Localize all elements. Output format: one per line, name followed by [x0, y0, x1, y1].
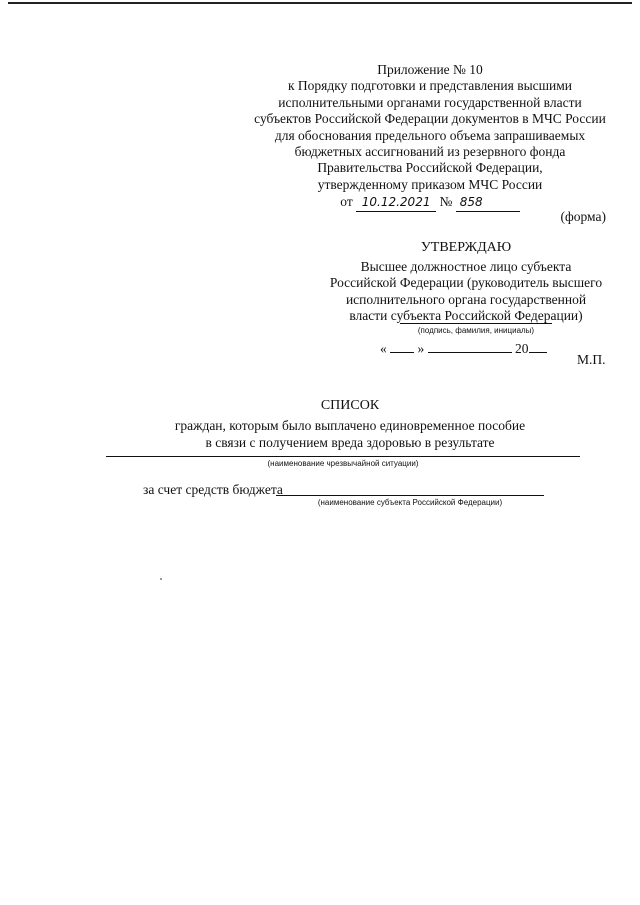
budget-caption: (наименование субъекта Российской Федерации)	[317, 498, 503, 507]
signature-caption: (подпись, фамилия, инициалы)	[417, 326, 535, 335]
appendix-line: бюджетных ассигнований из резервного фонда	[294, 144, 566, 160]
handwritten-number: 858	[456, 194, 520, 211]
budget-label: за счет средств бюджета	[143, 482, 283, 497]
approval-line: исполнительного органа государственной	[345, 291, 587, 307]
appendix-line: субъектов Российской Федерации документов в МЧС России	[254, 111, 606, 127]
budget-line	[276, 495, 544, 496]
year-prefix: 20	[515, 341, 529, 356]
seal-label: М.П.	[577, 352, 606, 367]
approval-heading: УТВЕРЖДАЮ	[420, 240, 512, 255]
list-subtitle	[60, 418, 640, 451]
appendix-line: к Порядку подготовки и представления высшими	[287, 78, 573, 94]
number-label: №	[439, 194, 453, 210]
appendix-line: Правительства Российской Федерации,	[317, 160, 543, 176]
appendix-line: Приложение № 10	[377, 62, 483, 77]
top-border-rule	[8, 2, 632, 4]
date-prefix: от	[340, 194, 353, 210]
list-title: СПИСОК	[320, 398, 380, 413]
scan-speck	[160, 578, 162, 580]
approval-date-row	[380, 340, 547, 357]
form-label: (форма)	[560, 209, 606, 224]
appendix-header	[240, 62, 620, 212]
situation-caption: (наименование чрезвычайной ситуации)	[267, 459, 419, 468]
year-blank	[529, 340, 547, 353]
appendix-line: для обоснования предельного объема запрашиваемых	[274, 127, 586, 143]
month-blank	[428, 340, 512, 353]
signature-line	[400, 323, 552, 324]
day-blank	[390, 340, 414, 353]
approval-line: Высшее должностное лицо субъекта	[360, 258, 572, 274]
handwritten-date: 10.12.2021	[356, 194, 436, 211]
approval-block	[316, 240, 616, 325]
quote-open: «	[380, 341, 387, 356]
appendix-line: утвержденному приказом МЧС России	[317, 176, 543, 192]
approval-line: власти субъекта Российской Федерации)	[349, 308, 583, 323]
situation-line	[106, 456, 580, 457]
approval-line: Российской Федерации (руководитель высшего	[329, 275, 603, 290]
subtitle-line: граждан, которым было выплачено единовременное пособие	[174, 418, 526, 433]
appendix-line: исполнительными органами государственной власти	[278, 94, 582, 110]
subtitle-line: в связи с получением вреда здоровью в результате	[205, 434, 495, 450]
quote-close: »	[417, 341, 425, 356]
